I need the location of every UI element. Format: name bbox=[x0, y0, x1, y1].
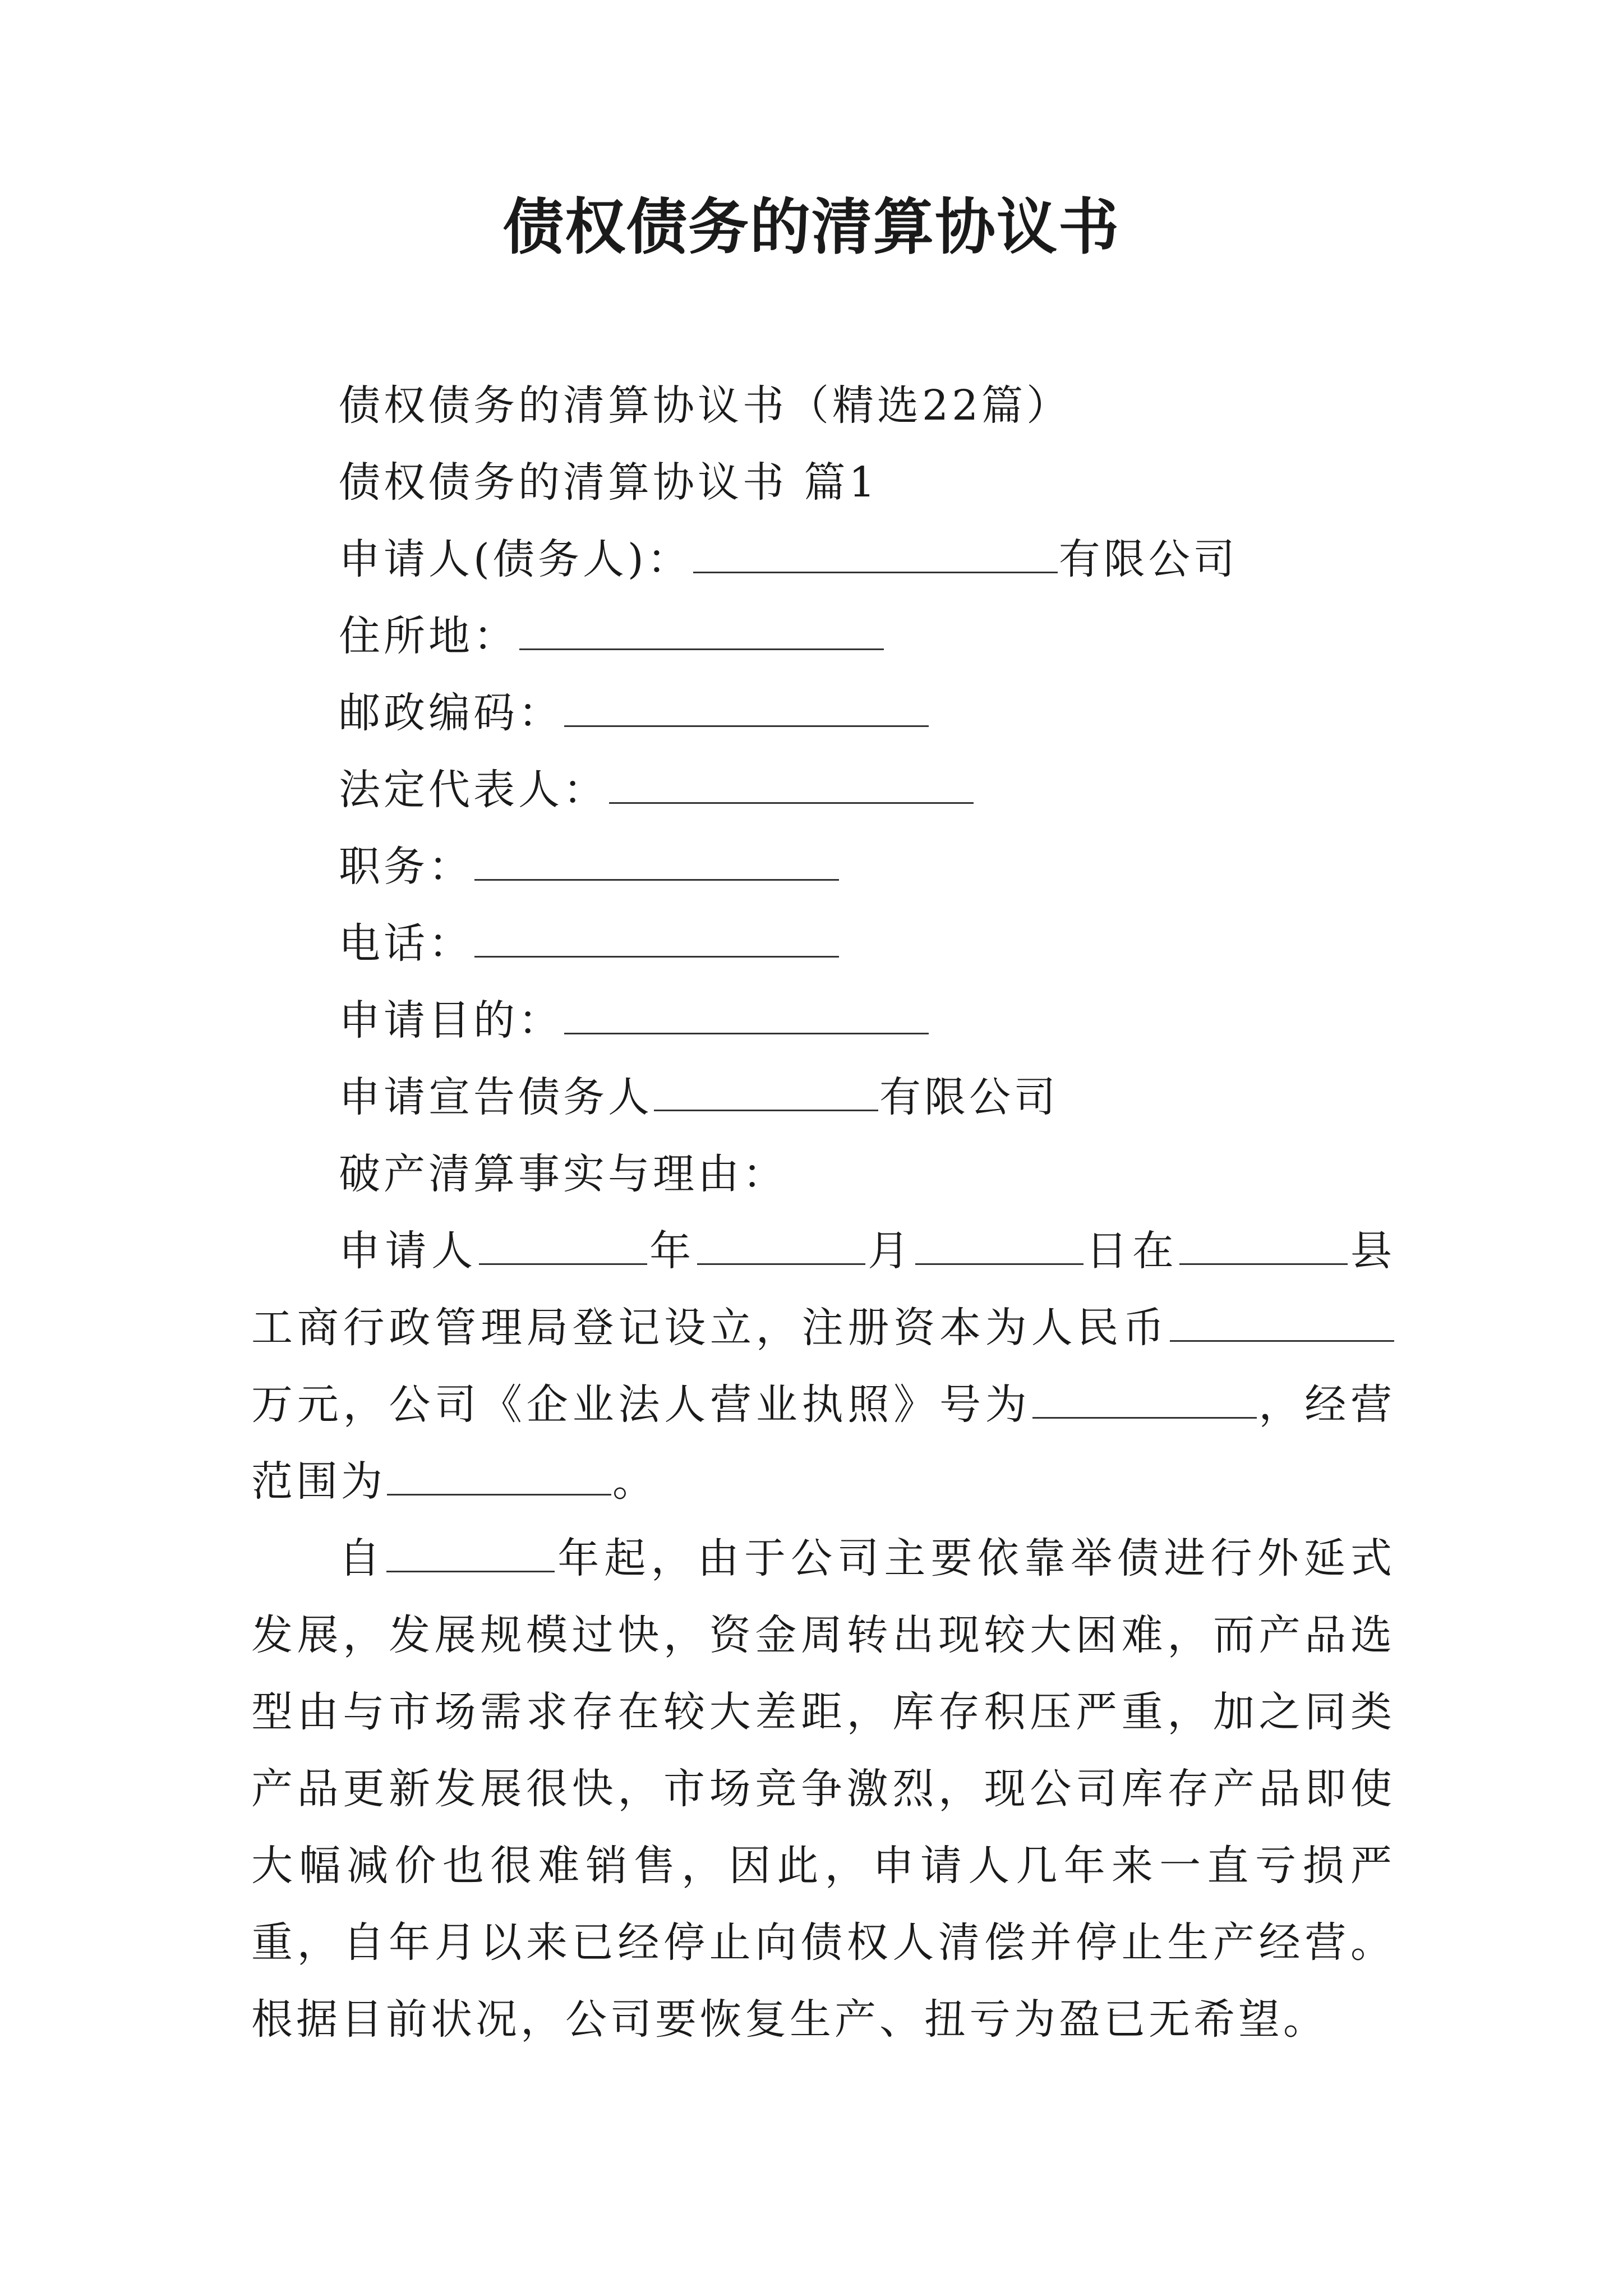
registration-blank-1[interactable] bbox=[479, 1230, 647, 1265]
applicant-blank[interactable] bbox=[693, 538, 1058, 573]
facts-heading: 破产清算事实与理由： bbox=[339, 1150, 787, 1198]
capital-blank[interactable] bbox=[1170, 1306, 1394, 1342]
section-heading: 债权债务的清算协议书 篇1 bbox=[339, 458, 879, 507]
phone-blank[interactable] bbox=[474, 922, 839, 958]
facts-paragraph-1 bbox=[251, 1213, 1395, 1520]
para1-text-8: 。 bbox=[612, 1457, 657, 1506]
purpose-row bbox=[251, 982, 1395, 1059]
document-title: 债权债务的清算协议书 bbox=[502, 192, 1120, 263]
para1-text-2: 年 bbox=[648, 1227, 696, 1275]
address-blank[interactable] bbox=[519, 615, 884, 650]
business-scope-blank[interactable] bbox=[387, 1460, 611, 1496]
purpose-blank[interactable] bbox=[564, 999, 929, 1034]
para1-text-7: ，经营范围为 bbox=[251, 1381, 1396, 1506]
document-subtitle: 债权债务的清算协议书（精选22篇） bbox=[339, 381, 1072, 430]
applicant-suffix: 有限公司 bbox=[1058, 535, 1238, 583]
position-label: 职务： bbox=[339, 843, 473, 891]
position-blank[interactable] bbox=[474, 845, 839, 881]
para1-text-4: 日在 bbox=[1084, 1227, 1179, 1275]
address-label: 住所地： bbox=[339, 612, 518, 660]
purpose-line-prefix: 申请宣告债务人 bbox=[339, 1073, 653, 1121]
para2-text-2: 年起，由于公司主要依靠举债进行外延式发展，发展规模过快，资金周转出现较大困难，而产品选型由与市场需求存在较大差距，库存积压严重，加之同类产品更新发展很快，市场竞争激烈，现公司库存产品即使大幅减价也很难销售，因此，申请人几年来一直亏损严重，自年月以来已经停止向债权人清偿并停止生产经营。根据目前状况，公司要恢复生产、扭亏为盈已无希望。 bbox=[251, 1534, 1396, 2044]
registration-blank-4[interactable] bbox=[1179, 1230, 1348, 1265]
phone-label: 电话： bbox=[339, 919, 473, 968]
position-row bbox=[251, 829, 1395, 905]
phone-row bbox=[251, 905, 1395, 982]
legal-rep-label: 法定代表人： bbox=[339, 766, 608, 814]
year-blank[interactable] bbox=[386, 1537, 555, 1572]
purpose-label: 申请目的： bbox=[339, 996, 563, 1045]
para1-text-3: 月 bbox=[866, 1227, 914, 1275]
legal-rep-blank[interactable] bbox=[609, 769, 974, 804]
para2-text-1: 自 bbox=[339, 1534, 386, 1582]
registration-blank-2[interactable] bbox=[697, 1230, 865, 1265]
address-row bbox=[251, 598, 1395, 675]
para1-text-1: 申请人 bbox=[339, 1227, 478, 1275]
debtor-name-blank[interactable] bbox=[654, 1076, 878, 1111]
para1-text-5: 县工商行政管理局登记设立，注册资本为人民币 bbox=[251, 1227, 1396, 1352]
document-body bbox=[251, 367, 1395, 2058]
purpose-line bbox=[251, 1059, 1395, 1136]
para1-text-6: 万元，公司《企业法人营业执照》号为 bbox=[251, 1381, 1031, 1429]
registration-blank-3[interactable] bbox=[915, 1230, 1083, 1265]
postcode-label: 邮政编码： bbox=[339, 689, 563, 737]
purpose-line-suffix: 有限公司 bbox=[879, 1073, 1059, 1121]
postcode-row bbox=[251, 675, 1395, 752]
applicant-row bbox=[251, 521, 1395, 598]
facts-paragraph-2 bbox=[251, 1520, 1395, 2058]
legal-rep-row bbox=[251, 752, 1395, 829]
license-number-blank[interactable] bbox=[1032, 1383, 1257, 1419]
postcode-blank[interactable] bbox=[564, 692, 929, 727]
applicant-label: 申请人(债务人)： bbox=[339, 535, 692, 583]
